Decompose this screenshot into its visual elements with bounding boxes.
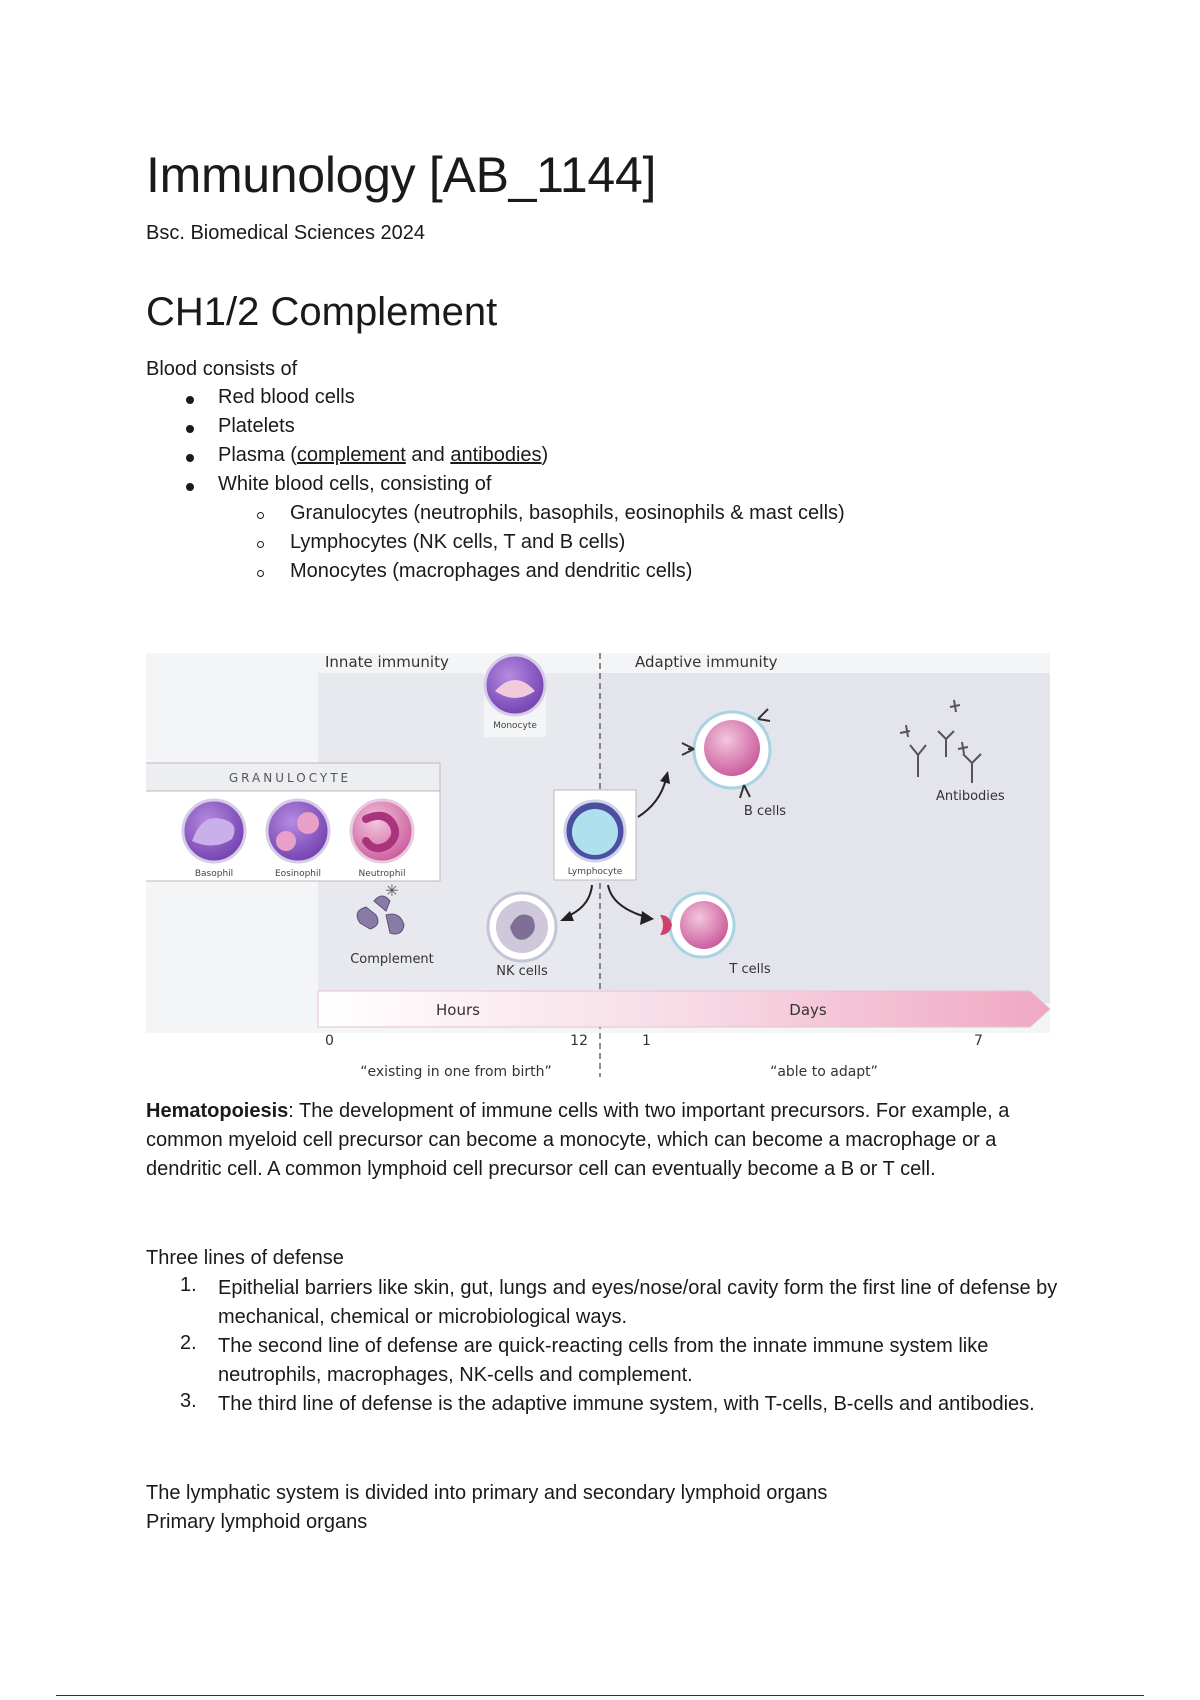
defense-item: The second line of defense are quick-reacting cells from the innate immune system like neutrophils, macrophages, NK-cells and complement. [218, 1335, 989, 1386]
tcells-label: T cells [729, 962, 771, 977]
antibodies-label: Antibodies [936, 789, 1005, 804]
list-item: Platelets [218, 415, 295, 437]
bullet-icon [186, 454, 194, 462]
defense-item: Epithelial barriers like skin, gut, lungs and eyes/nose/oral cavity form the first line of defense by mechanical, chemical or microbiological ways. [218, 1277, 1058, 1328]
monocyte-label: Monocyte [493, 721, 537, 731]
sub-bullet-icon [257, 541, 264, 548]
complement-star-icon: ✳ [385, 881, 399, 900]
days-label: Days [789, 1001, 827, 1019]
bullet-icon [186, 396, 194, 404]
neutrophil-label: Neutrophil [358, 869, 406, 879]
sub-list-item: Lymphocytes (NK cells, T and B cells) [290, 531, 626, 553]
lymph-text: Primary lymphoid organs [146, 1511, 368, 1533]
document-subtitle: Bsc. Biomedical Sciences 2024 [146, 222, 426, 244]
innate-caption: “existing in one from birth” [360, 1064, 552, 1080]
list-number: 2. [180, 1332, 197, 1354]
document-title: Immunology [AB_1144] [146, 147, 657, 203]
list-item: Red blood cells [218, 386, 355, 408]
chapter-heading: CH1/2 Complement [146, 290, 498, 334]
bullet-icon [186, 425, 194, 433]
eosinophil-lobe-icon [276, 831, 296, 851]
timeline-bar [318, 991, 1050, 1027]
link-antibodies[interactable]: antibodies [450, 444, 542, 466]
lymph-text: The lymphatic system is divided into primary and secondary lymphoid organs [146, 1482, 828, 1504]
sub-list-item: Monocytes (macrophages and dendritic cells) [290, 560, 693, 582]
blood-intro: Blood consists of [146, 358, 298, 380]
adaptive-label: Adaptive immunity [635, 653, 778, 671]
adaptive-caption: “able to adapt” [770, 1064, 878, 1080]
sub-bullet-icon [257, 512, 264, 519]
tcell-nucleus-icon [680, 901, 728, 949]
sub-bullet-icon [257, 570, 264, 577]
basophil-label: Basophil [194, 869, 234, 879]
page-bottom-rule [56, 1695, 1144, 1696]
lymphocyte-nucleus-icon [572, 809, 618, 855]
bcell-nucleus-icon [704, 720, 760, 776]
complement-label: Complement [350, 952, 434, 967]
bcells-label: B cells [743, 804, 787, 819]
neutrophil-cell-icon [351, 800, 413, 862]
hematopoiesis-paragraph: Hematopoiesis: The development of immune cells with two important precursors. For example, a common myeloid cell precursor can become a monocyte, which can become a macrophage or a dendritic cell. A common lymphoid cell precursor cell can eventually become a B or T cell. [146, 1100, 1010, 1180]
lymphocyte-label: Lymphocyte [567, 867, 623, 877]
list-item: White blood cells, consisting of [218, 473, 492, 495]
defense-item: The third line of defense is the adaptive immune system, with T-cells, B-cells and antibodies. [218, 1393, 1035, 1415]
adaptive-panel [598, 673, 1050, 1003]
hours-label: Hours [436, 1001, 480, 1019]
eosinophil-cell-icon [267, 800, 329, 862]
sub-list-item: Granulocytes (neutrophils, basophils, eosinophils & mast cells) [290, 502, 845, 524]
tick-1: 1 [642, 1033, 651, 1049]
list-item: Plasma (complement and antibodies) [218, 444, 549, 466]
eosinophil-lobe-icon [297, 812, 319, 834]
innate-label: Innate immunity [325, 653, 449, 671]
tick-12: 12 [570, 1033, 588, 1049]
eosinophil-label: Eosinophil [274, 869, 322, 879]
list-number: 1. [180, 1274, 197, 1296]
bullet-icon [186, 483, 194, 491]
granulocyte-header: GRANULOCYTE [228, 771, 352, 785]
list-number: 3. [180, 1390, 197, 1412]
tick-0: 0 [325, 1033, 334, 1049]
immunity-timeline-figure [146, 645, 1050, 1085]
defense-intro: Three lines of defense [146, 1247, 344, 1269]
nkcells-label: NK cells [496, 964, 548, 979]
tick-7: 7 [974, 1033, 983, 1049]
link-complement[interactable]: complement [296, 444, 406, 466]
